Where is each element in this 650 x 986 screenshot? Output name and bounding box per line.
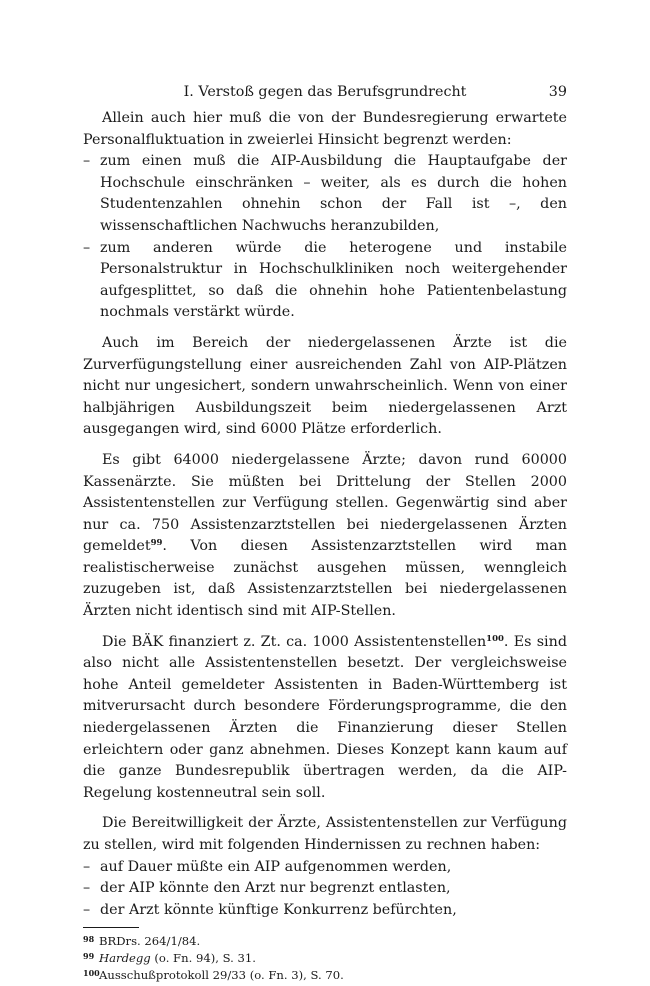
footnote-author: Hardegg bbox=[99, 950, 151, 965]
list-item bbox=[83, 238, 567, 324]
dash-bullet: – bbox=[83, 901, 91, 918]
list-item bbox=[83, 857, 567, 879]
footnote-number: 100 bbox=[83, 967, 100, 978]
paragraph-3-text-a: Es gibt 64000 niedergelassene Ärzte; davon rund 60000 Kassenärzte. Sie müßten bei Drittelung der Stellen 2000 Assistentenstellen zur Verfügung stellen. Gegenwärtig sind aber nur ca. 750 Assistenzarztstellen bei niedergelassenen Ärzten gemeldet bbox=[83, 451, 567, 555]
paragraph-4-text-a: Die BÄK finanziert z. Zt. ca. 1000 Assistentenstellen bbox=[102, 633, 487, 650]
dash-bullet: – bbox=[83, 239, 91, 256]
paragraph-1: Allein auch hier muß die von der Bundesregierung erwartete Personalfluktuation in zweierlei Hinsicht begrenzt werden: bbox=[83, 110, 567, 148]
paragraph-3-text-b: . Von diesen Assistenzarztstellen wird man realistischerweise zunächst ausgehen müssen, wenngleich zuzugeben ist, daß Assistenzarztstellen bei niedergelassenen Ärzten nicht identisch sind mit AIP-Stellen. bbox=[83, 538, 567, 620]
footnote-100 bbox=[83, 967, 567, 984]
list-item bbox=[83, 151, 567, 237]
footnote-98 bbox=[83, 933, 567, 950]
dash-bullet: – bbox=[83, 153, 91, 170]
list-item-text: der Arzt könnte künftige Konkurrenz befürchten, bbox=[100, 901, 457, 918]
footnote-number: 99 bbox=[83, 950, 95, 961]
footnote-number: 98 bbox=[83, 934, 95, 945]
footnotes bbox=[83, 933, 567, 983]
bullet-list-1 bbox=[83, 151, 567, 324]
page-number: 39 bbox=[548, 84, 567, 100]
paragraph-2: Auch im Bereich der niedergelassenen Ärzte ist die Zurverfügungstellung einer ausreichenden Zahl von AIP-Plätzen nicht nur ungesichert, sondern unwahrscheinlich. Wenn von einer halbjährigen Ausbildungszeit beim niedergelassenen Arzt ausgegangen wird, sind 6000 Plätze erforderlich. bbox=[83, 334, 567, 438]
footnote-ref-100: 100 bbox=[486, 633, 504, 644]
paragraph-4 bbox=[83, 632, 567, 805]
page-header bbox=[83, 82, 567, 108]
footnote-ref-99: 99 bbox=[150, 538, 163, 549]
book-page bbox=[83, 82, 567, 983]
list-item-text: auf Dauer müßte ein AIP aufgenommen werden, bbox=[100, 858, 452, 875]
paragraph-5: Die Bereitwilligkeit der Ärzte, Assistentenstellen zur Verfügung zu stellen, wird mit folgenden Hindernissen zu rechnen haben: bbox=[83, 815, 567, 853]
list-item-text: der AIP könnte den Arzt nur begrenzt entlasten, bbox=[100, 880, 451, 897]
paragraph-4-text-b: . Es sind also nicht alle Assistentenstellen besetzt. Der vergleichsweise hohe Anteil gemeldeter Assistenten in Baden-Württemberg ist mitverursacht durch besondere Förderungsprogramme, die den niedergelassenen Ärzten die Finanzierung dieser Stellen erleichtern oder ganz abnehmen. Dieses Konzept kann kaum auf die ganze Bundesrepublik übertragen werden, da die AIP-Regelung kostenneutral sein soll. bbox=[83, 633, 567, 801]
list-item-text: zum einen muß die AIP-Ausbildung die Hauptaufgabe der Hochschule einschränken – weiter, als es durch die hohen Studentenzahlen ohnehin schon der Fall ist –, den wissenschaftlichen Nachwuchs heranzubilden, bbox=[100, 153, 567, 234]
footnote-99 bbox=[83, 950, 567, 967]
footnote-divider bbox=[83, 927, 139, 928]
footnote-text: BRDrs. 264/1/84. bbox=[99, 934, 201, 949]
dash-bullet: – bbox=[83, 880, 91, 897]
list-item bbox=[83, 878, 567, 900]
dash-bullet: – bbox=[83, 858, 91, 875]
list-item bbox=[83, 900, 567, 922]
footnote-text: (o. Fn. 94), S. 31. bbox=[150, 950, 256, 965]
list-item-text: zum anderen würde die heterogene und instabile Personalstruktur in Hochschulkliniken noch weitergehender aufgesplittet, so daß die ohnehin hohe Patientenbelastung nochmals verstärkt würde. bbox=[100, 239, 567, 321]
running-title: I. Verstoß gegen das Berufsgrundrecht bbox=[183, 84, 467, 100]
footnote-text: Ausschußprotokoll 29/33 (o. Fn. 3), S. 70. bbox=[99, 967, 344, 982]
bullet-list-2 bbox=[83, 857, 567, 922]
paragraph-3 bbox=[83, 450, 567, 623]
